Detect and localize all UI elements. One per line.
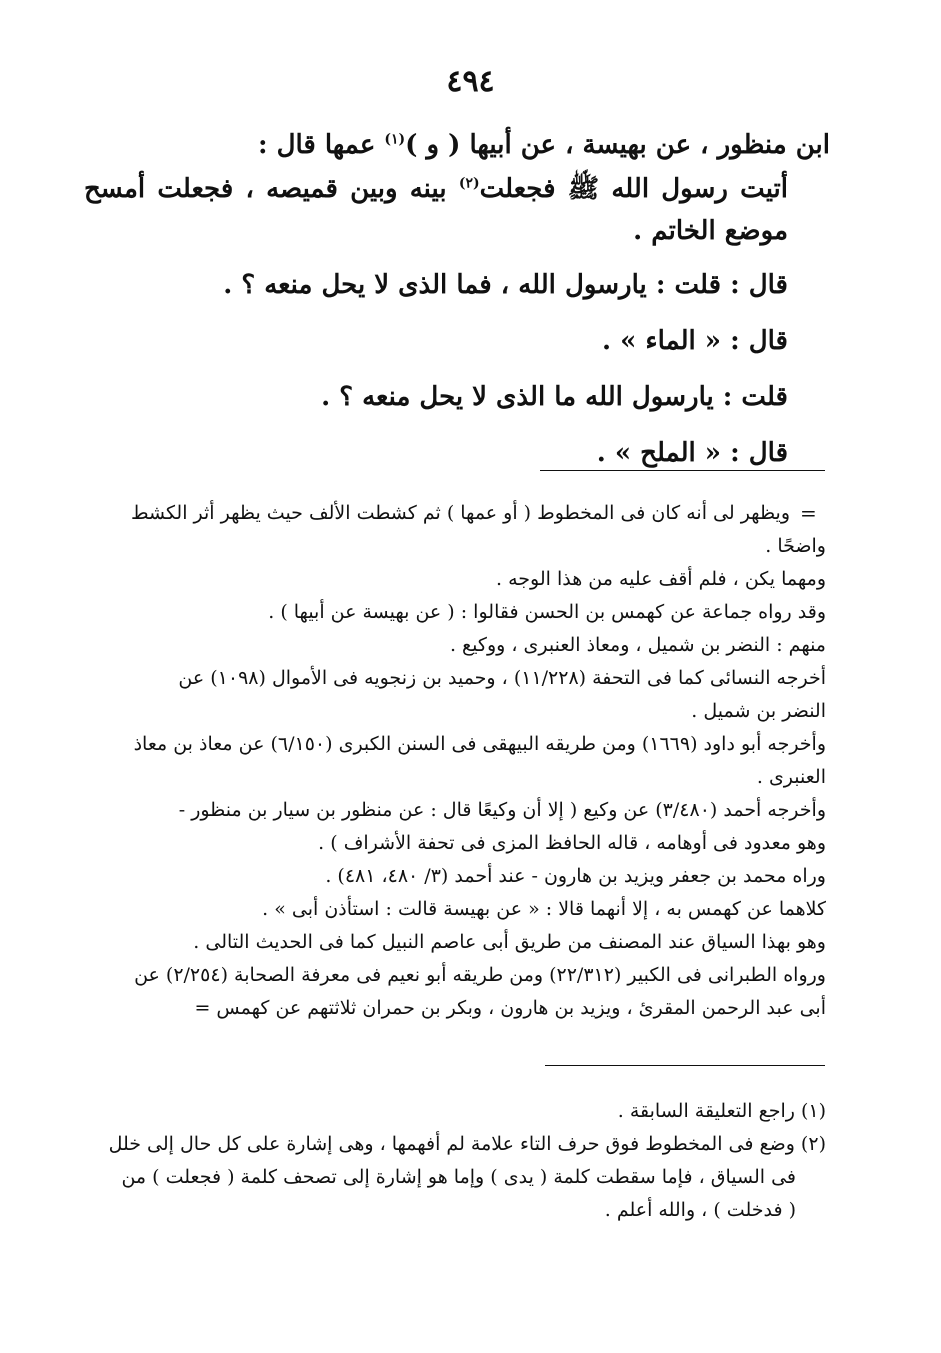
isnad-line <box>84 122 830 168</box>
dialogue-line: قلت : يارسول الله ما الذى لا يحل منعه ؟ . <box>321 382 788 412</box>
note-line: وراه محمد بن جعفر ويزيد بن هارون - عند أحمد (٣/ ٤٨٠، ٤٨١) . <box>325 865 826 887</box>
dialogue-line: قال : « الملح » . <box>596 438 788 468</box>
note-line: ورواه الطبرانى فى الكبير (٢٢/٣١٢) ومن طريقه أبو نعيم فى معرفة الصحابة (٢/٢٥٤) عن <box>134 964 826 986</box>
note-line: وقد رواه جماعة عن كهمس بن الحسن فقالوا : ( عن بهيسة عن أبيها ) . <box>268 601 826 623</box>
note-line: أخرجه النسائى كما فى التحفة (١١/٢٢٨) ، وحميد بن زنجويه فى الأموال (١٠٩٨) عن <box>178 667 826 689</box>
footnote-ref-1: (١) <box>384 131 406 148</box>
note-line: منهم : النضر بن شميل ، ومعاذ العنبرى ، ووكيع . <box>449 634 826 656</box>
note-line: العنبرى . <box>756 766 826 788</box>
note-line: وهو معدود فى أوهامه ، قاله الحافظ المزى فى تحفة الأشراف ) . <box>318 832 826 854</box>
note-line: وأخرجه أحمد (٣/٤٨٠) عن وكيع ( إلا أن وكيعًا قال : عن منظور بن سيار بن منظور - <box>178 799 826 821</box>
note-line: النضر بن شميل . <box>691 700 826 722</box>
isnad-end: عمها قال : <box>257 130 385 160</box>
footnote-1: (١) راجع التعليقة السابقة . <box>617 1100 826 1122</box>
dialogue-line: قال : « الماء » . <box>602 326 788 356</box>
separator-rule <box>540 470 825 471</box>
note-line: ومهما يكن ، فلم أقف عليه من هذا الوجه . <box>496 568 826 590</box>
note-line: وأخرجه أبو داود (١٦٦٩) ومن طريقه البيهقى فى السنن الكبرى (٦/١٥٠) عن معاذ بن معاذ <box>133 733 826 755</box>
footnote-2-continuation: فى السياق ، فإما سقطت كلمة ( يدى ) وإما هو إشارة إلى تصحف كلمة ( فجعلت ) من <box>121 1166 796 1188</box>
note-line: كلاهما عن كهمس به ، إلا أنهما قالا : « عن بهيسة قالت : استأذن أبى » . <box>262 898 826 920</box>
footnote-separator <box>545 1065 825 1066</box>
footnote-2: (٢) وضع فى المخطوط فوق حرف التاء علامة لم أفهمها ، وهى إشارة على كل حال إلى خلل <box>108 1133 826 1155</box>
footnote-ref-2: (٢) <box>458 175 480 192</box>
page-number: ٤٩٤ <box>446 64 495 99</box>
commentary-notes <box>88 497 826 1025</box>
hadith-start: أتيت رسول الله ﷺ فجعلت <box>479 174 789 204</box>
isnad-text: ابن منظور ، عن بهيسة ، عن أبيها ( و ) <box>405 130 830 160</box>
hadith-rest: بينه وبين قميصه ، فجعلت أمسح موضع الخاتم . <box>84 174 788 246</box>
main-text <box>84 122 830 476</box>
note-line: ويظهر لى أنه كان فى المخطوط ( أو عمها ) ثم كشطت الألف حيث يظهر أثر الكشط <box>130 502 790 524</box>
footnotes <box>88 1095 826 1227</box>
note-line: واضحًا . <box>765 535 826 557</box>
hadith-paragraph <box>84 168 830 252</box>
footnote-2-continuation: ( فدخلت ) ، والله أعلم . <box>604 1199 796 1221</box>
dialogue-line: قال : قلت : يارسول الله ، فما الذى لا يحل منعه ؟ . <box>223 270 788 300</box>
continuation-mark: = <box>800 501 817 525</box>
note-line: وهو بهذا السياق عند المصنف من طريق أبى عاصم النبيل كما فى الحديث التالى . <box>193 931 826 953</box>
note-line: أبى عبد الرحمن المقرئ ، ويزيد بن هارون ، وبكر بن حمران ثلاثتهم عن كهمس = <box>194 997 826 1019</box>
